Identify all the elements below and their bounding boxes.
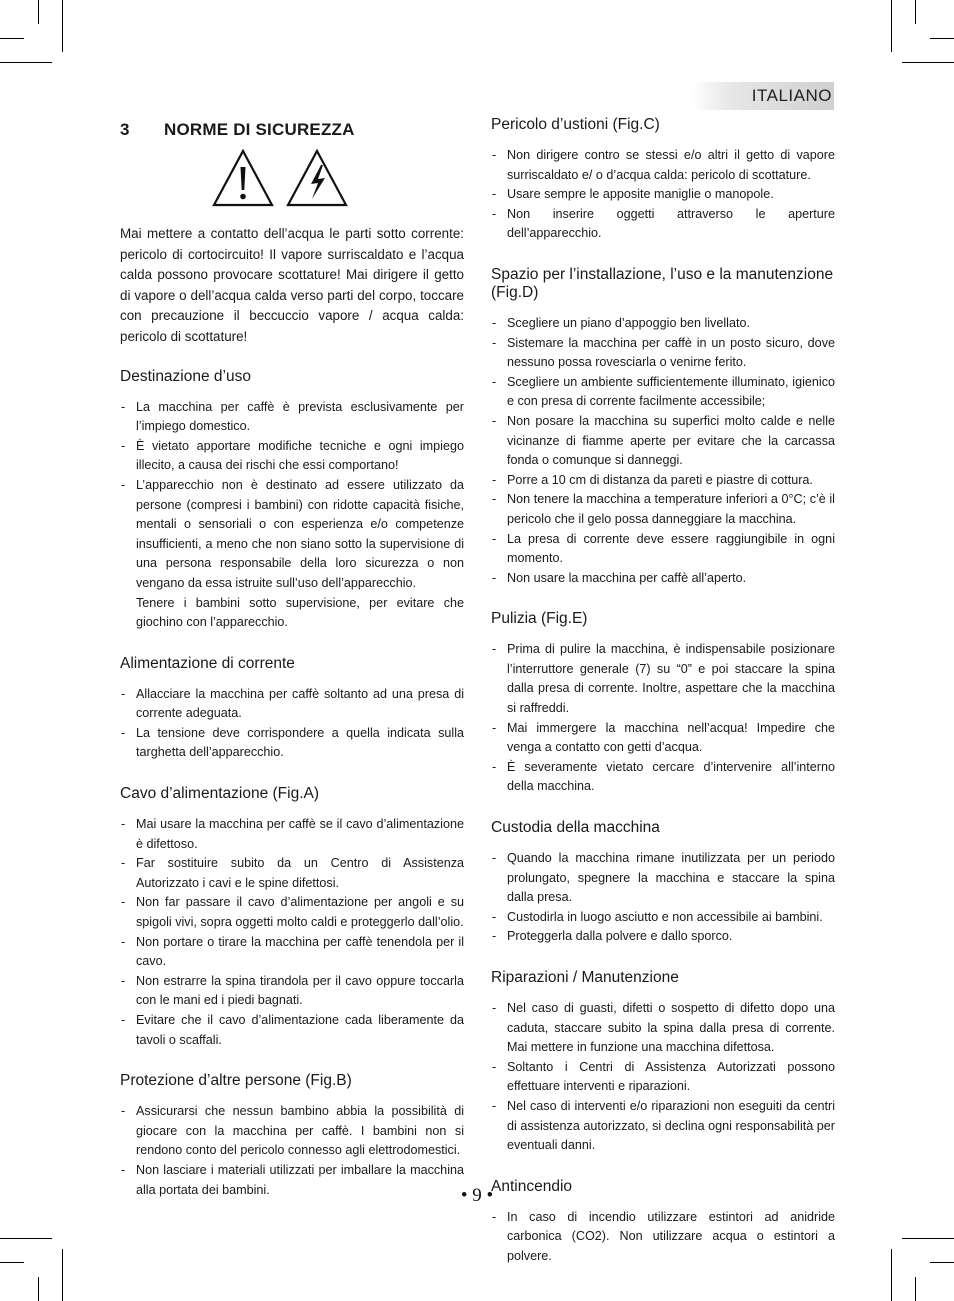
list-ustioni — [491, 146, 835, 244]
section-pulizia — [491, 610, 835, 797]
list-item: - Sistemare la macchina per caffè in un posto sicuro, dove nessuno possa rovesciarla o venirne ferito. — [491, 334, 835, 373]
section-protezione — [120, 1072, 464, 1200]
list-item: - La presa di corrente deve essere raggiungibile in ogni momento. — [491, 530, 835, 569]
section-ustioni — [491, 116, 835, 244]
safety-intro: Mai mettere a contatto dell’acqua le parti sotto corrente: pericolo di cortocircuito! Il vapore surriscaldato e l’acqua calda possono provocare scottature! Mai dirigere il getto di vapore o dell’acqua calda verso parti del corpo, toccare con precauzione il beccuccio vapore / acqua calda: pericolo di scottature! — [120, 226, 464, 344]
left-column — [120, 116, 464, 1222]
section-title-cavo: Cavo d’alimentazione (Fig.A) — [120, 785, 320, 803]
list-item: - Proteggerla dalla polvere e dallo sporco. — [491, 927, 835, 947]
right-column — [491, 116, 835, 1289]
list-item: - Nel caso di guasti, difetti o sospetto di difetto dopo una caduta, staccare subito la spina dalla presa di corrente. Mai mettere in funzione una macchina difettosa. — [491, 999, 835, 1058]
list-item-extra: Tenere i bambini sotto supervisione, per evitare che giochino con l’apparecchio. — [136, 595, 464, 630]
warning-exclamation-icon — [211, 148, 275, 208]
list-item: - Usare sempre le apposite maniglie o manopole. — [491, 185, 835, 205]
section-title-destinazione: Destinazione d’uso — [120, 367, 251, 385]
electric-hazard-icon — [285, 148, 349, 208]
list-item: - Prima di pulire la macchina, è indispensabile posizionare l’interruttore generale (7) su “0” e poi staccare la spina dalla presa di corrente. Inoltre, aspettare che la macchina si raffreddi. — [491, 640, 835, 718]
list-item: - Mai usare la macchina per caffè se il cavo d’alimentazione è difettoso. — [120, 815, 464, 854]
list-item: - La macchina per caffè è prevista esclusivamente per l’impiego domestico. — [120, 398, 464, 437]
section-cavo — [120, 785, 464, 1050]
section-title-pulizia: Pulizia (Fig.E) — [491, 610, 588, 628]
language-tab — [692, 82, 834, 110]
section-title-antincendio: Antincendio — [491, 1177, 573, 1195]
list-item: - Non far passare il cavo d’alimentazione per angoli e su spigoli vivi, sopra oggetti molto caldi e proteggerlo dall’olio. — [120, 893, 464, 932]
section-title-spazio: Spazio per l’installazione, l’uso e la manutenzione (Fig.D) — [491, 265, 834, 301]
list-item: - Non lasciare i materiali utilizzati per imballare la macchina alla portata dei bambini. — [120, 1161, 464, 1200]
list-riparazioni — [491, 999, 835, 1156]
section-destinazione — [120, 368, 464, 633]
list-item: - Scegliere un ambiente sufficientemente illuminato, igienico e con presa di corrente facilmente accessibile; — [491, 373, 835, 412]
list-cavo — [120, 815, 464, 1050]
list-item: - Nel caso di interventi e/o riparazioni non eseguiti da centri di assistenza autorizzato, si declina ogni responsabilità per eventuali danni. — [491, 1097, 835, 1156]
list-item: - Scegliere un piano d’appoggio ben livellato. — [491, 314, 835, 334]
list-antincendio — [491, 1208, 835, 1267]
list-item: - È severamente vietato cercare d’intervenire all’interno della macchina. — [491, 758, 835, 797]
section-riparazioni — [491, 969, 835, 1156]
section-title: NORME DI SICUREZZA — [164, 120, 355, 139]
list-item: - Assicurarsi che nessun bambino abbia la possibilità di giocare con la macchina per caffè. I bambini non si rendono conto del pericolo connesso agli elettrodomestici. — [120, 1102, 464, 1161]
list-item: - Non tenere la macchina a temperature inferiori a 0°C; c’è il pericolo che il gelo possa danneggiare la macchina. — [491, 490, 835, 529]
list-item: - Non inserire oggetti attraverso le aperture dell’apparecchio. — [491, 205, 835, 244]
list-item: - L’apparecchio non è destinato ad essere utilizzato da persone (compresi i bambini) con ridotte capacità fisiche, mentali o sensoriali o con esperienza e/o competenze insufficienti, a meno che non siano sotto la supervisione di una persona responsabile della loro sicurezza o non vengano da essa istruite sull’uso dell’apparecchio. Tenere i bambini sotto supervisione, per evitare che giochino con l’apparecchio. — [120, 476, 464, 633]
list-alimentazione — [120, 685, 464, 763]
list-item: - Non posare la macchina su superfici molto calde e nelle vicinanze di fiamme aperte per evitare che la carcassa fonda o comunque si danneggi. — [491, 412, 835, 471]
language-label: ITALIANO — [751, 86, 832, 105]
section-heading — [120, 120, 464, 140]
list-item: - Soltanto i Centri di Assistenza Autorizzati possono effettuare interventi e riparazioni. — [491, 1058, 835, 1097]
list-destinazione — [120, 398, 464, 633]
list-item: - Non usare la macchina per caffè all’aperto. — [491, 569, 835, 589]
warning-icons — [211, 148, 464, 208]
section-spazio — [491, 266, 835, 588]
list-item: - Non portare o tirare la macchina per caffè tenendola per il cavo. — [120, 933, 464, 972]
section-title-custodia: Custodia della macchina — [491, 819, 660, 837]
list-item: - La tensione deve corrispondere a quella indicata sulla targhetta dell’apparecchio. — [120, 724, 464, 763]
list-item: - Custodirla in luogo asciutto e non accessibile ai bambini. — [491, 908, 835, 928]
list-item: - Evitare che il cavo d’alimentazione cada liberamente da tavoli o scaffali. — [120, 1011, 464, 1050]
list-custodia — [491, 849, 835, 947]
list-item: - Mai immergere la macchina nell’acqua! Impedire che venga a contatto con getti d’acqua. — [491, 719, 835, 758]
list-item: - Quando la macchina rimane inutilizzata per un periodo prolungato, spegnere la macchina e staccare la spina dalla presa. — [491, 849, 835, 908]
list-item: - Non dirigere contro se stessi e/o altri il getto di vapore surriscaldato e/ o d’acqua calda: pericolo di scottature. — [491, 146, 835, 185]
section-title-alimentazione: Alimentazione di corrente — [120, 654, 295, 672]
list-item: - Far sostituire subito da un Centro di Assistenza Autorizzato i cavi e le spine difettosi. — [120, 854, 464, 893]
section-custodia — [491, 819, 835, 947]
page-number: • 9 • — [460, 1185, 494, 1206]
section-number: 3 — [120, 120, 130, 139]
list-spazio — [491, 314, 835, 588]
section-title-riparazioni: Riparazioni / Manutenzione — [491, 969, 679, 986]
list-item: - In caso di incendio utilizzare estintori ad anidride carbonica (CO2). Non utilizzare acqua o estintori a polvere. — [491, 1208, 835, 1267]
list-item: - Allacciare la macchina per caffè soltanto ad una presa di corrente adeguata. — [120, 685, 464, 724]
section-title-ustioni: Pericolo d’ustioni (Fig.C) — [491, 116, 660, 133]
list-item: - Non estrarre la spina tirandola per il cavo oppure toccarla con le mani ed i piedi bagnati. — [120, 972, 464, 1011]
list-item: - È vietato apportare modifiche tecniche e ogni impiego illecito, a causa dei rischi che essi comportano! — [120, 437, 464, 476]
list-item: - Porre a 10 cm di distanza da pareti e piastre di cottura. — [491, 471, 835, 491]
list-pulizia — [491, 640, 835, 797]
section-alimentazione — [120, 655, 464, 763]
section-title-protezione: Protezione d’altre persone (Fig.B) — [120, 1072, 352, 1090]
